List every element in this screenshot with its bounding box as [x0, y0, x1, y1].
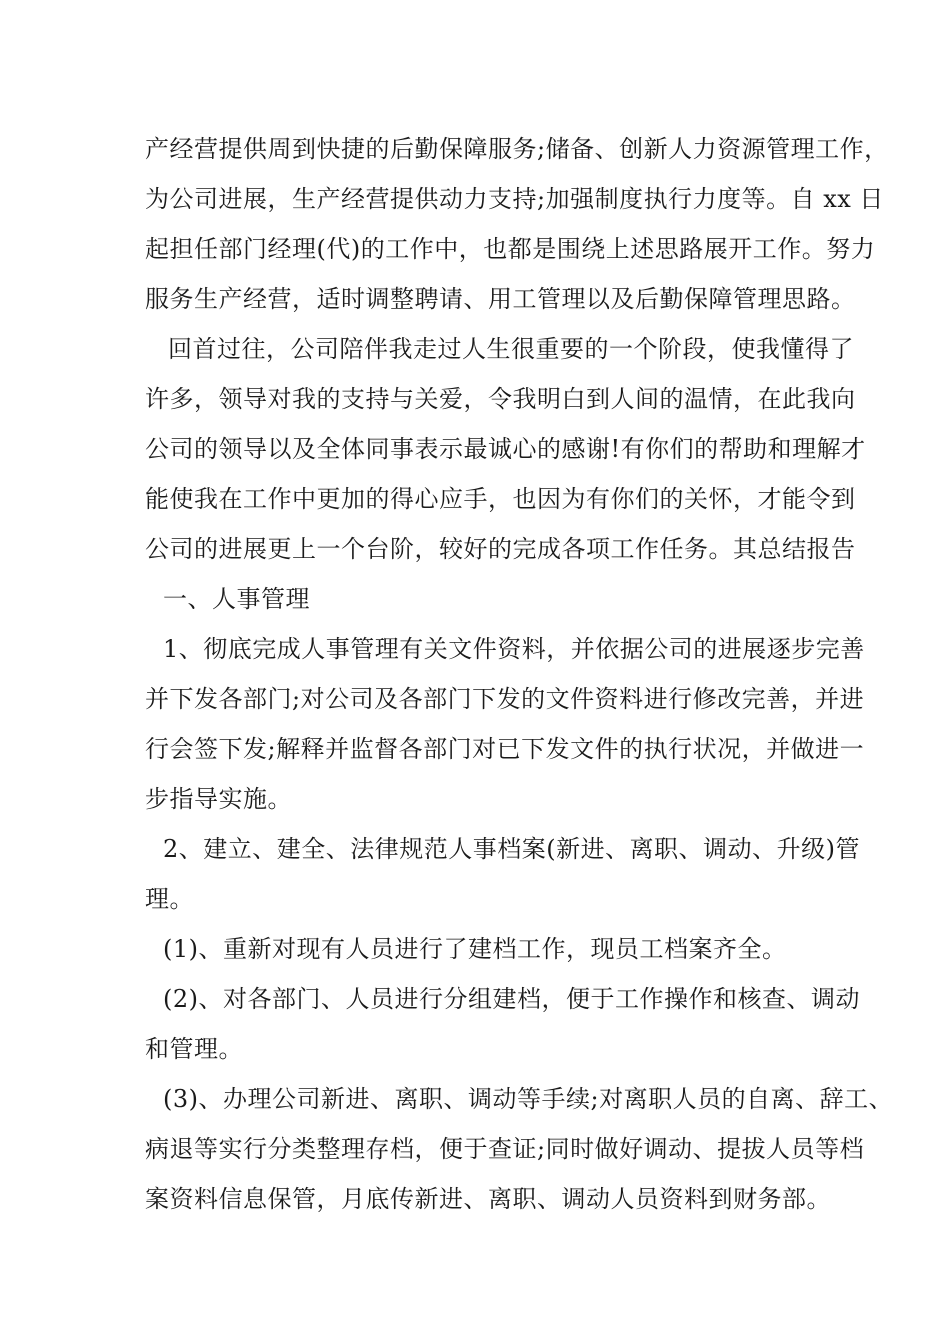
text-line: 能使我在工作中更加的得心应手，也因为有你们的关怀，才能令到 — [145, 485, 856, 513]
text-line: 和管理。 — [145, 1035, 243, 1063]
text-line: 产经营提供周到快捷的后勤保障服务;储备、创新人力资源管理工作， — [145, 135, 889, 163]
paragraph-first-line: (3)、办理公司新进、离职、调动等手续;对离职人员的自离、辞工、 — [163, 1085, 894, 1113]
text-line: 病退等实行分类整理存档，便于查证;同时做好调动、提拔人员等档 — [145, 1135, 865, 1163]
text-line: 并下发各部门;对公司及各部门下发的文件资料进行修改完善，并进 — [145, 685, 865, 713]
paragraph-first-line: (2)、对各部门、人员进行分组建档，便于工作操作和核查、调动 — [163, 985, 860, 1013]
text-line: 服务生产经营，适时调整聘请、用工管理以及后勤保障管理思路。 — [145, 285, 856, 313]
text-line: 公司的进展更上一个台阶，较好的完成各项工作任务。其总结报告 — [145, 535, 856, 563]
text-line: 起担任部门经理(代)的工作中，也都是围绕上述思路展开工作。努力 — [145, 235, 876, 263]
text-line: 行会签下发;解释并监督各部门对已下发文件的执行状况，并做进一 — [145, 735, 865, 763]
paragraph-first-line: 1、彻底完成人事管理有关文件资料，并依据公司的进展逐步完善 — [163, 635, 865, 663]
text-line: 为公司进展，生产经营提供动力支持;加强制度执行力度等。自 xx 日 — [145, 185, 884, 213]
text-line: 公司的领导以及全体同事表示最诚心的感谢!有你们的帮助和理解才 — [145, 435, 866, 463]
text-line: 步指导实施。 — [145, 785, 292, 813]
paragraph-first-line: (1)、重新对现有人员进行了建档工作，现员工档案齐全。 — [163, 935, 787, 963]
text-line: 案资料信息保管，月底传新进、离职、调动人员资料到财务部。 — [145, 1185, 831, 1213]
paragraph-first-line: 回首过往，公司陪伴我走过人生很重要的一个阶段，使我懂得了 — [168, 335, 854, 363]
text-line: 理。 — [145, 885, 194, 913]
paragraph-first-line: 2、建立、建全、法律规范人事档案(新进、离职、调动、升级)管 — [163, 835, 860, 863]
section-heading: 一、人事管理 — [163, 585, 310, 613]
text-line: 许多，领导对我的支持与关爱，令我明白到人间的温情，在此我向 — [145, 385, 856, 413]
